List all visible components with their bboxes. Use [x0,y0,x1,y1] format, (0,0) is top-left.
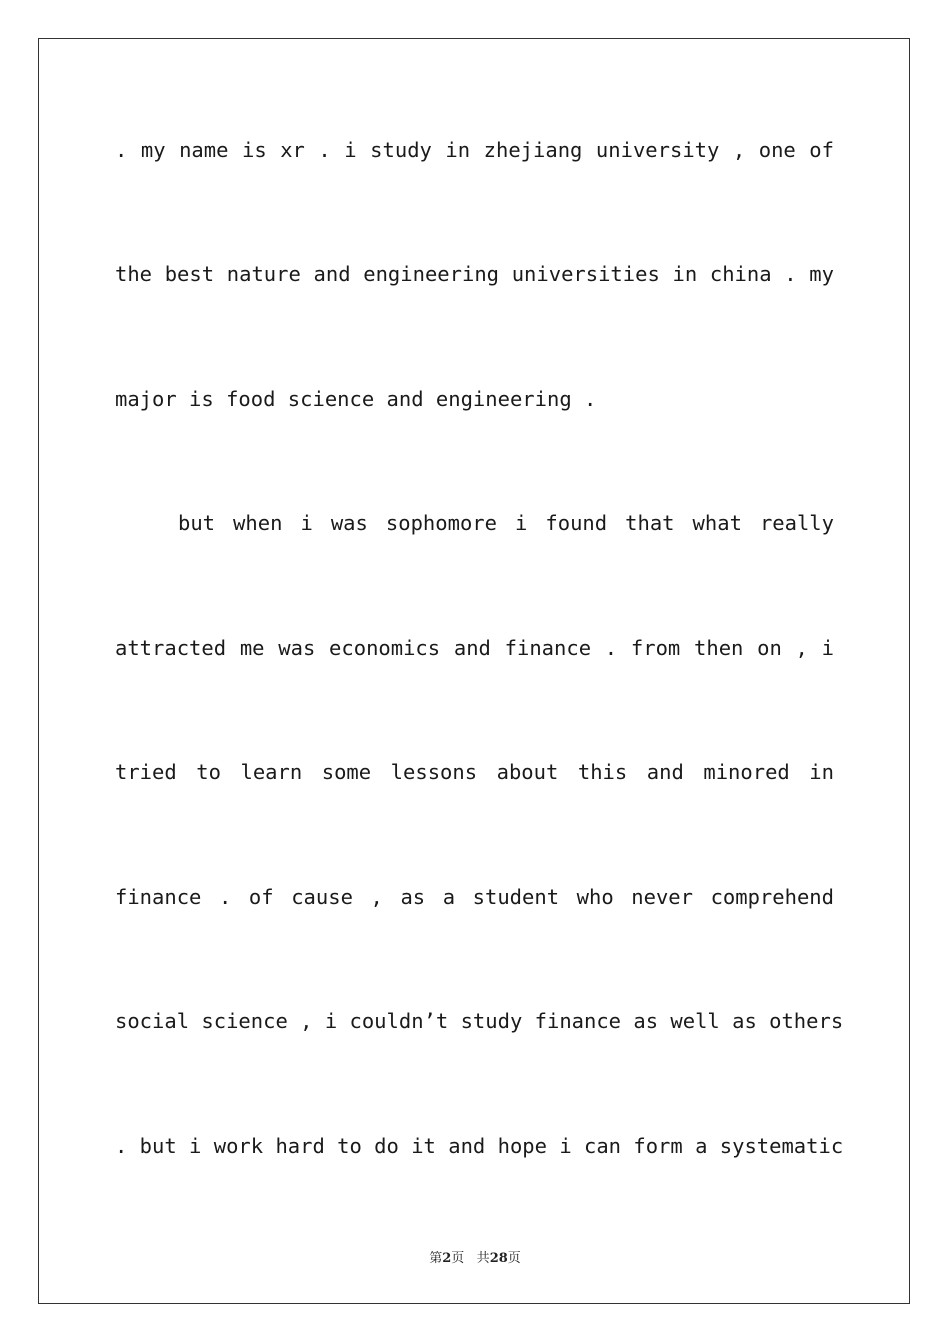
page-frame [38,38,910,1304]
total-prefix: 共 [476,1251,490,1266]
total-suffix: 页 [507,1251,521,1266]
page-suffix: 页 [451,1251,465,1266]
page-total: 28 [489,1251,508,1266]
body-line-6: tried to learn some lessons about this and minored in [115,760,834,784]
body-line-3: major is food science and engineering . [115,387,597,411]
page-prefix: 第 [429,1251,443,1266]
page-footer [0,1247,950,1266]
body-line-2: the best nature and engineering universities in china . my [115,262,834,286]
body-line-7: finance . of cause , as a student who never comprehend [115,885,834,909]
body-line-5: attracted me was economics and finance . from then on , i [115,636,834,660]
body-line-4: but when i was sophomore i found that what really [178,511,834,535]
page-current: 2 [442,1251,452,1266]
body-line-9: . but i work hard to do it and hope i can form a systematic [115,1134,844,1158]
body-line-8: social science , i couldn’t study finance as well as others [115,1009,844,1033]
body-line-1: . my name is xr . i study in zhejiang university , one of [115,138,834,162]
